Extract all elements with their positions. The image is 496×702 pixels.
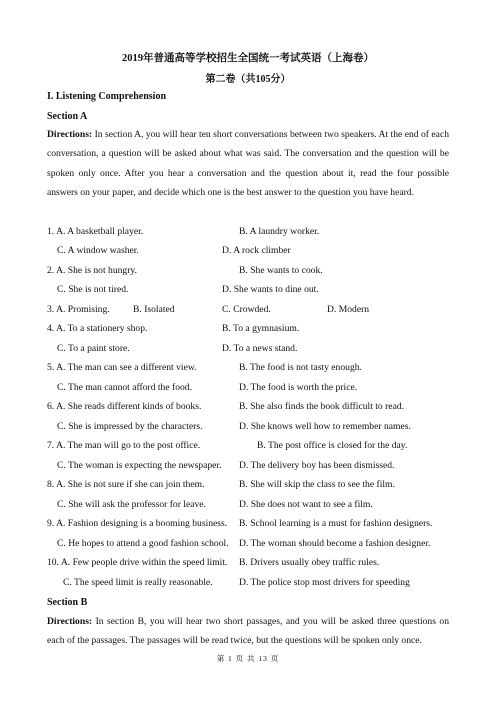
question-3-row <box>47 304 457 320</box>
q6-option-a: 6. A. She reads different kinds of books. <box>47 401 202 412</box>
section-b-heading: Section B <box>47 597 88 608</box>
q1-option-c: C. A window washer. <box>57 245 139 256</box>
question-6-row-1 <box>47 401 457 417</box>
question-9-row-2 <box>47 538 457 554</box>
q7-option-c: C. The woman is expecting the newspaper. <box>57 460 222 471</box>
exam-subtitle: 第二卷（共105分） <box>205 74 291 85</box>
q10-option-c: C. The speed limit is really reasonable. <box>63 577 213 588</box>
question-1-row-1 <box>47 226 457 242</box>
q4-option-c: C. To a paint store. <box>57 343 130 354</box>
q5-option-c: C. The man cannot afford the food. <box>57 382 192 393</box>
q3-option-a: 3. A. Promising. <box>47 304 110 315</box>
q2-option-d: D. She wants to dine out. <box>222 284 319 295</box>
q1-option-b: B. A laundry worker. <box>239 226 320 237</box>
q9-option-a: 9. A. Fashion designing is a booming business. <box>47 518 228 529</box>
question-2-row-1 <box>47 265 457 281</box>
q2-option-b: B. She wants to cook. <box>239 265 323 276</box>
question-6-row-2 <box>47 421 457 437</box>
q7-option-b: B. The post office is closed for the day. <box>257 440 408 451</box>
q10-option-a: 10. A. Few people drive within the speed limit. <box>47 557 228 568</box>
question-1-row-2 <box>47 245 457 261</box>
question-7-row-2 <box>47 460 457 476</box>
q6-option-c: C. She is impressed by the characters. <box>57 421 203 432</box>
question-10-row-1 <box>47 557 457 573</box>
question-4-row-1 <box>47 323 457 339</box>
directions-label: Directions: <box>47 129 93 140</box>
q10-option-b: B. Drivers usually obey traffic rules. <box>239 557 380 568</box>
directions-label: Directions: <box>47 616 93 627</box>
exam-title: 2019年普通高等学校招生全国统一考试英语（上海卷） <box>122 53 374 64</box>
q3-option-b: B. Isolated <box>133 304 175 315</box>
q5-option-d: D. The food is worth the price. <box>239 382 358 393</box>
q4-option-b: B. To a gymnasium. <box>222 323 300 334</box>
section-b-directions <box>47 612 449 651</box>
q5-option-a: 5. A. The man can see a different view. <box>47 362 197 373</box>
q3-option-d: D. Modern <box>327 304 370 315</box>
section-a-heading: Section A <box>47 111 88 122</box>
q10-option-d: D. The police stop most drivers for speeding <box>239 577 410 588</box>
question-5-row-1 <box>47 362 457 378</box>
part-heading: I. Listening Comprehension <box>47 91 167 102</box>
question-8-row-1 <box>47 479 457 495</box>
section-a-directions <box>47 125 449 203</box>
directions-text: In section A, you will hear ten short conversations between two speakers. At the end of each conversation, a question will be asked about what was said. The conversation and the question will be spoken only once. After you hear a conversation and the question about it, read the four possible answers on your paper, and decide which one is the best answer to the question you have heard. <box>47 129 449 199</box>
page-footer: 第 1 页 共 13 页 <box>216 654 280 663</box>
question-4-row-2 <box>47 343 457 359</box>
q5-option-b: B. The food is not tasty enough. <box>239 362 362 373</box>
question-5-row-2 <box>47 382 457 398</box>
q7-option-d: D. The delivery boy has been dismissed. <box>239 460 395 471</box>
q2-option-c: C. She is not tired. <box>57 284 129 295</box>
question-9-row-1 <box>47 518 457 534</box>
q9-option-b: B. School learning is a must for fashion designers. <box>239 518 433 529</box>
question-7-row-1 <box>47 440 457 456</box>
q9-option-c: C. He hopes to attend a good fashion school. <box>57 538 229 549</box>
q1-option-a: 1. A. A basketball player. <box>47 226 144 237</box>
q2-option-a: 2. A. She is not hungry. <box>47 265 137 276</box>
q8-option-a: 8. A. She is not sure if she can join them. <box>47 479 205 490</box>
q1-option-d: D. A rock climber <box>222 245 291 256</box>
q8-option-c: C. She will ask the professor for leave. <box>57 499 206 510</box>
q4-option-a: 4. A. To a stationery shop. <box>47 323 148 334</box>
q3-option-c: C. Crowded. <box>222 304 271 315</box>
directions-text: In section B, you will hear two short passages, and you will be asked three questions on each of the passages. The passages will be read twice, but the questions will be spoken only once. <box>47 616 449 647</box>
question-10-row-2 <box>47 577 457 593</box>
q6-option-b: B. She also finds the book difficult to read. <box>239 401 405 412</box>
q4-option-d: D. To a news stand. <box>222 343 298 354</box>
q7-option-a: 7. A. The man will go to the post office. <box>47 440 201 451</box>
q8-option-d: D. She does not want to see a film. <box>239 499 373 510</box>
question-2-row-2 <box>47 284 457 300</box>
q6-option-d: D. She knows well how to remember names. <box>239 421 411 432</box>
question-8-row-2 <box>47 499 457 515</box>
q9-option-d: D. The woman should become a fashion designer. <box>239 538 431 549</box>
q8-option-b: B. She will skip the class to see the film. <box>239 479 395 490</box>
